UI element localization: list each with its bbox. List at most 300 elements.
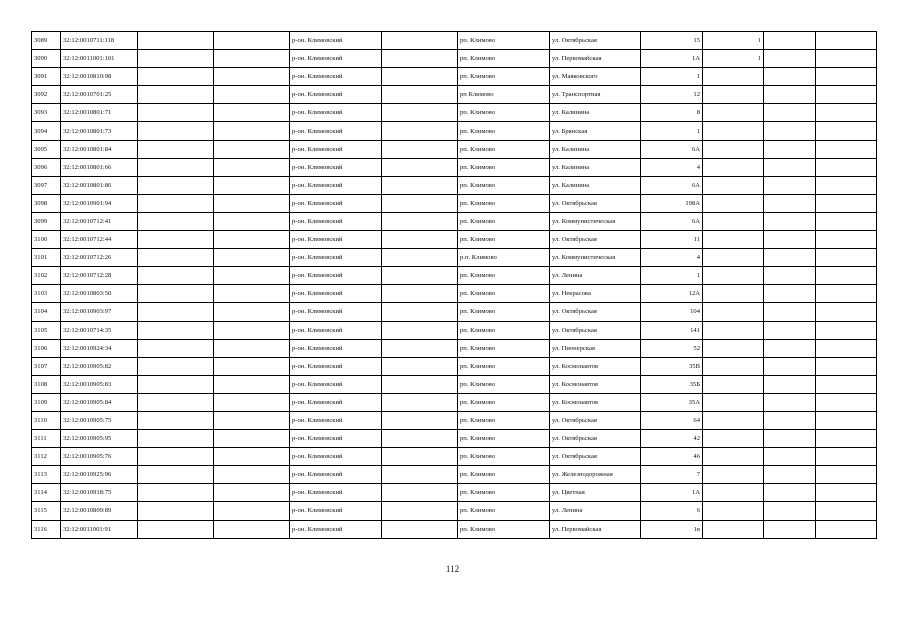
street-cell: ул. Первомайская — [550, 520, 641, 538]
empty-cell — [214, 357, 290, 375]
house-number-cell: 11 — [641, 231, 703, 249]
table-row — [32, 104, 877, 122]
settlement-cell: рп. Климово — [458, 176, 550, 194]
empty-cell — [764, 86, 816, 104]
settlement-cell: рп. Климово — [458, 194, 550, 212]
empty-cell — [138, 393, 214, 411]
empty-cell — [138, 285, 214, 303]
empty-cell — [214, 375, 290, 393]
empty-cell — [382, 212, 458, 230]
empty-cell — [214, 430, 290, 448]
settlement-cell: рп. Климово — [458, 32, 550, 50]
table-row — [32, 484, 877, 502]
empty-cell — [816, 393, 877, 411]
row-number-cell: 3115 — [32, 502, 61, 520]
cadastral-number-cell: 32:12:0010712:28 — [61, 267, 138, 285]
settlement-cell: рп. Климово — [458, 140, 550, 158]
flag-cell — [703, 393, 764, 411]
row-number-cell: 3109 — [32, 393, 61, 411]
district-cell: р-он. Климовский — [290, 484, 382, 502]
district-cell: р-он. Климовский — [290, 104, 382, 122]
street-cell: ул. Октябрьская — [550, 430, 641, 448]
empty-cell — [764, 321, 816, 339]
empty-cell — [214, 212, 290, 230]
empty-cell — [816, 520, 877, 538]
house-number-cell: 1 — [641, 267, 703, 285]
district-cell: р-он. Климовский — [290, 194, 382, 212]
street-cell: ул. Октябрьская — [550, 303, 641, 321]
row-number-cell: 3091 — [32, 68, 61, 86]
empty-cell — [214, 68, 290, 86]
table-row — [32, 249, 877, 267]
row-number-cell: 3100 — [32, 231, 61, 249]
empty-cell — [138, 231, 214, 249]
empty-cell — [764, 249, 816, 267]
house-number-cell: 12А — [641, 285, 703, 303]
empty-cell — [816, 176, 877, 194]
house-number-cell: 1 — [641, 68, 703, 86]
empty-cell — [138, 50, 214, 68]
table-row — [32, 68, 877, 86]
empty-cell — [214, 231, 290, 249]
empty-cell — [764, 140, 816, 158]
flag-cell — [703, 321, 764, 339]
empty-cell — [138, 194, 214, 212]
row-number-cell: 3102 — [32, 267, 61, 285]
row-number-cell: 3107 — [32, 357, 61, 375]
cadastral-number-cell: 32:12:0010801:73 — [61, 122, 138, 140]
empty-cell — [138, 357, 214, 375]
empty-cell — [382, 466, 458, 484]
row-number-cell: 3101 — [32, 249, 61, 267]
empty-cell — [382, 393, 458, 411]
empty-cell — [816, 267, 877, 285]
table-row — [32, 303, 877, 321]
district-cell: р-он. Климовский — [290, 448, 382, 466]
house-number-cell: 6 — [641, 502, 703, 520]
street-cell: ул. Маяковского — [550, 68, 641, 86]
row-number-cell: 3106 — [32, 339, 61, 357]
table-row — [32, 122, 877, 140]
empty-cell — [382, 140, 458, 158]
empty-cell — [382, 502, 458, 520]
empty-cell — [816, 86, 877, 104]
flag-cell — [703, 448, 764, 466]
empty-cell — [764, 212, 816, 230]
empty-cell — [764, 393, 816, 411]
empty-cell — [816, 466, 877, 484]
row-number-cell: 3092 — [32, 86, 61, 104]
settlement-cell: рп. Климово — [458, 375, 550, 393]
empty-cell — [214, 249, 290, 267]
row-number-cell: 3105 — [32, 321, 61, 339]
empty-cell — [816, 502, 877, 520]
empty-cell — [138, 448, 214, 466]
empty-cell — [138, 158, 214, 176]
row-number-cell: 3093 — [32, 104, 61, 122]
flag-cell — [703, 140, 764, 158]
street-cell: ул. Цветная — [550, 484, 641, 502]
table-row — [32, 393, 877, 411]
settlement-cell: рп. Климово — [458, 50, 550, 68]
district-cell: р-он. Климовский — [290, 249, 382, 267]
empty-cell — [138, 267, 214, 285]
empty-cell — [214, 104, 290, 122]
house-number-cell: 6А — [641, 140, 703, 158]
empty-cell — [138, 430, 214, 448]
table-row — [32, 448, 877, 466]
cadastral-number-cell: 32:12:0010803:50 — [61, 285, 138, 303]
table-row — [32, 357, 877, 375]
settlement-cell: рп. Климово — [458, 339, 550, 357]
cadastral-number-cell: 32:12:0010711:118 — [61, 32, 138, 50]
empty-cell — [764, 194, 816, 212]
street-cell: ул. Калинина — [550, 140, 641, 158]
empty-cell — [764, 411, 816, 429]
street-cell: ул. Калинина — [550, 158, 641, 176]
flag-cell — [703, 158, 764, 176]
cadastral-number-cell: 32:12:0010905:83 — [61, 375, 138, 393]
cadastral-number-cell: 32:12:0010924:34 — [61, 339, 138, 357]
empty-cell — [816, 122, 877, 140]
settlement-cell: рп. Климово — [458, 267, 550, 285]
empty-cell — [382, 86, 458, 104]
house-number-cell: 1 — [641, 122, 703, 140]
empty-cell — [214, 448, 290, 466]
empty-cell — [214, 520, 290, 538]
table-row — [32, 231, 877, 249]
empty-cell — [382, 303, 458, 321]
settlement-cell: рп. Климово — [458, 158, 550, 176]
cadastral-number-cell: 32:12:0010712:26 — [61, 249, 138, 267]
row-number-cell: 3096 — [32, 158, 61, 176]
empty-cell — [816, 357, 877, 375]
row-number-cell: 3089 — [32, 32, 61, 50]
district-cell: р-он. Климовский — [290, 339, 382, 357]
table-row — [32, 520, 877, 538]
street-cell: ул. Коммунистическая — [550, 212, 641, 230]
empty-cell — [138, 411, 214, 429]
empty-cell — [382, 339, 458, 357]
street-cell: ул. Транспортная — [550, 86, 641, 104]
house-number-cell: 4 — [641, 249, 703, 267]
district-cell: р-он. Климовский — [290, 122, 382, 140]
table-row — [32, 502, 877, 520]
empty-cell — [764, 32, 816, 50]
cadastral-number-cell: 32:12:0010905:84 — [61, 393, 138, 411]
row-number-cell: 3099 — [32, 212, 61, 230]
empty-cell — [138, 484, 214, 502]
empty-cell — [816, 448, 877, 466]
flag-cell — [703, 375, 764, 393]
flag-cell — [703, 466, 764, 484]
street-cell: ул. Первомайская — [550, 50, 641, 68]
street-cell: ул. Октябрьская — [550, 448, 641, 466]
district-cell: р-он. Климовский — [290, 375, 382, 393]
property-register-table — [31, 31, 877, 539]
empty-cell — [382, 411, 458, 429]
empty-cell — [138, 176, 214, 194]
empty-cell — [382, 249, 458, 267]
empty-cell — [382, 357, 458, 375]
settlement-cell: рп. Климово — [458, 502, 550, 520]
flag-cell — [703, 104, 764, 122]
empty-cell — [816, 68, 877, 86]
empty-cell — [214, 50, 290, 68]
settlement-cell: рп. Климово — [458, 411, 550, 429]
empty-cell — [138, 321, 214, 339]
row-number-cell: 3098 — [32, 194, 61, 212]
district-cell: р-он. Климовский — [290, 86, 382, 104]
street-cell: ул. Калинина — [550, 104, 641, 122]
district-cell: р-он. Климовский — [290, 285, 382, 303]
cadastral-number-cell: 32:12:0010901:94 — [61, 194, 138, 212]
empty-cell — [382, 520, 458, 538]
cadastral-number-cell: 32:12:0010712:41 — [61, 212, 138, 230]
empty-cell — [214, 339, 290, 357]
empty-cell — [214, 303, 290, 321]
table-row — [32, 267, 877, 285]
empty-cell — [816, 140, 877, 158]
district-cell: р-он. Климовский — [290, 32, 382, 50]
cadastral-number-cell: 32:12:0010712:44 — [61, 231, 138, 249]
empty-cell — [214, 194, 290, 212]
empty-cell — [764, 176, 816, 194]
settlement-cell: рп. Климово — [458, 357, 550, 375]
empty-cell — [214, 321, 290, 339]
house-number-cell: 1А — [641, 484, 703, 502]
empty-cell — [214, 86, 290, 104]
settlement-cell: рп. Климово — [458, 68, 550, 86]
empty-cell — [138, 68, 214, 86]
house-number-cell: 35А — [641, 393, 703, 411]
street-cell: ул. Коммунистическая — [550, 249, 641, 267]
empty-cell — [214, 158, 290, 176]
settlement-cell: рп. Климово — [458, 303, 550, 321]
empty-cell — [138, 86, 214, 104]
district-cell: р-он. Климовский — [290, 212, 382, 230]
house-number-cell: 52 — [641, 339, 703, 357]
house-number-cell: 35Б — [641, 375, 703, 393]
row-number-cell: 3113 — [32, 466, 61, 484]
street-cell: ул. Ленина — [550, 502, 641, 520]
page-number: 112 — [445, 564, 460, 574]
empty-cell — [764, 466, 816, 484]
empty-cell — [816, 32, 877, 50]
empty-cell — [382, 68, 458, 86]
empty-cell — [138, 303, 214, 321]
empty-cell — [764, 430, 816, 448]
empty-cell — [816, 339, 877, 357]
empty-cell — [764, 502, 816, 520]
flag-cell: 1 — [703, 32, 764, 50]
empty-cell — [382, 448, 458, 466]
cadastral-number-cell: 32:12:0010905:76 — [61, 448, 138, 466]
street-cell: ул. Октябрьская — [550, 194, 641, 212]
row-number-cell: 3112 — [32, 448, 61, 466]
district-cell: р-он. Климовский — [290, 502, 382, 520]
district-cell: р-он. Климовский — [290, 267, 382, 285]
table-row — [32, 339, 877, 357]
settlement-cell: рп. Климово — [458, 393, 550, 411]
street-cell: ул. Космонавтов — [550, 357, 641, 375]
empty-cell — [764, 158, 816, 176]
district-cell: р-он. Климовский — [290, 393, 382, 411]
settlement-cell: рп. Климово — [458, 466, 550, 484]
empty-cell — [214, 140, 290, 158]
empty-cell — [214, 285, 290, 303]
cadastral-number-cell: 32:12:0010918:75 — [61, 484, 138, 502]
empty-cell — [214, 267, 290, 285]
empty-cell — [382, 267, 458, 285]
empty-cell — [764, 303, 816, 321]
district-cell: р-он. Климовский — [290, 231, 382, 249]
street-cell: ул. Брянская — [550, 122, 641, 140]
flag-cell — [703, 430, 764, 448]
empty-cell — [764, 357, 816, 375]
street-cell: ул. Октябрьская — [550, 321, 641, 339]
cadastral-number-cell: 32:12:0011001:101 — [61, 50, 138, 68]
house-number-cell: 1А — [641, 50, 703, 68]
flag-cell — [703, 249, 764, 267]
settlement-cell: рп. Климово — [458, 285, 550, 303]
cadastral-number-cell: 32:12:0011001:91 — [61, 520, 138, 538]
house-number-cell: 46 — [641, 448, 703, 466]
table-row — [32, 285, 877, 303]
district-cell: р-он. Климовский — [290, 68, 382, 86]
empty-cell — [816, 303, 877, 321]
empty-cell — [816, 212, 877, 230]
empty-cell — [816, 375, 877, 393]
row-number-cell: 3114 — [32, 484, 61, 502]
district-cell: р-он. Климовский — [290, 50, 382, 68]
empty-cell — [764, 339, 816, 357]
row-number-cell: 3094 — [32, 122, 61, 140]
flag-cell — [703, 68, 764, 86]
empty-cell — [138, 520, 214, 538]
empty-cell — [816, 411, 877, 429]
house-number-cell: 6А — [641, 212, 703, 230]
district-cell: р-он. Климовский — [290, 357, 382, 375]
flag-cell — [703, 484, 764, 502]
empty-cell — [214, 466, 290, 484]
street-cell: ул. Космонавтов — [550, 393, 641, 411]
table-row — [32, 140, 877, 158]
table-row — [32, 86, 877, 104]
empty-cell — [214, 32, 290, 50]
house-number-cell: 198А — [641, 194, 703, 212]
table-row — [32, 375, 877, 393]
settlement-cell: рп. Климово — [458, 448, 550, 466]
district-cell: р-он. Климовский — [290, 321, 382, 339]
settlement-cell: рп. Климово — [458, 231, 550, 249]
flag-cell — [703, 339, 764, 357]
empty-cell — [382, 231, 458, 249]
flag-cell — [703, 194, 764, 212]
district-cell: р-он. Климовский — [290, 303, 382, 321]
empty-cell — [382, 104, 458, 122]
district-cell: р-он. Климовский — [290, 158, 382, 176]
empty-cell — [138, 502, 214, 520]
empty-cell — [382, 375, 458, 393]
cadastral-number-cell: 32:12:0010925:96 — [61, 466, 138, 484]
house-number-cell: 6А — [641, 176, 703, 194]
cadastral-number-cell: 32:12:0010905:95 — [61, 430, 138, 448]
flag-cell — [703, 122, 764, 140]
table-row — [32, 466, 877, 484]
empty-cell — [382, 194, 458, 212]
cadastral-number-cell: 32:12:0010903:97 — [61, 303, 138, 321]
table-row — [32, 212, 877, 230]
settlement-cell: рп. Климово — [458, 321, 550, 339]
flag-cell — [703, 176, 764, 194]
district-cell: р-он. Климовский — [290, 520, 382, 538]
empty-cell — [816, 285, 877, 303]
empty-cell — [816, 194, 877, 212]
house-number-cell: 12 — [641, 86, 703, 104]
street-cell: ул. Калинина — [550, 176, 641, 194]
house-number-cell: 8 — [641, 104, 703, 122]
empty-cell — [764, 375, 816, 393]
empty-cell — [816, 249, 877, 267]
empty-cell — [382, 285, 458, 303]
flag-cell — [703, 502, 764, 520]
street-cell: ул. Некрасова — [550, 285, 641, 303]
empty-cell — [764, 50, 816, 68]
empty-cell — [214, 411, 290, 429]
row-number-cell: 3103 — [32, 285, 61, 303]
flag-cell — [703, 520, 764, 538]
flag-cell — [703, 231, 764, 249]
house-number-cell: 104 — [641, 303, 703, 321]
row-number-cell: 3116 — [32, 520, 61, 538]
cadastral-number-cell: 32:12:0010801:84 — [61, 140, 138, 158]
row-number-cell: 3108 — [32, 375, 61, 393]
empty-cell — [382, 176, 458, 194]
street-cell: ул. Пионерская — [550, 339, 641, 357]
empty-cell — [816, 50, 877, 68]
settlement-cell: р.п. Климово — [458, 249, 550, 267]
empty-cell — [382, 32, 458, 50]
flag-cell — [703, 86, 764, 104]
settlement-cell: рп. Климово — [458, 520, 550, 538]
cadastral-number-cell: 32:12:0010905:75 — [61, 411, 138, 429]
empty-cell — [138, 104, 214, 122]
cadastral-number-cell: 32:12:0010701:25 — [61, 86, 138, 104]
empty-cell — [382, 484, 458, 502]
empty-cell — [138, 32, 214, 50]
empty-cell — [214, 176, 290, 194]
empty-cell — [382, 158, 458, 176]
cadastral-number-cell: 32:12:0010801:66 — [61, 158, 138, 176]
house-number-cell: 15 — [641, 32, 703, 50]
row-number-cell: 3104 — [32, 303, 61, 321]
empty-cell — [214, 122, 290, 140]
house-number-cell: 141 — [641, 321, 703, 339]
table-row — [32, 32, 877, 50]
empty-cell — [764, 448, 816, 466]
empty-cell — [382, 321, 458, 339]
flag-cell — [703, 303, 764, 321]
cadastral-number-cell: 32:12:0010905:82 — [61, 357, 138, 375]
flag-cell: 1 — [703, 50, 764, 68]
empty-cell — [816, 231, 877, 249]
cadastral-number-cell: 32:12:0010714:35 — [61, 321, 138, 339]
district-cell: р-он. Климовский — [290, 466, 382, 484]
row-number-cell: 3097 — [32, 176, 61, 194]
empty-cell — [138, 140, 214, 158]
table-row — [32, 158, 877, 176]
